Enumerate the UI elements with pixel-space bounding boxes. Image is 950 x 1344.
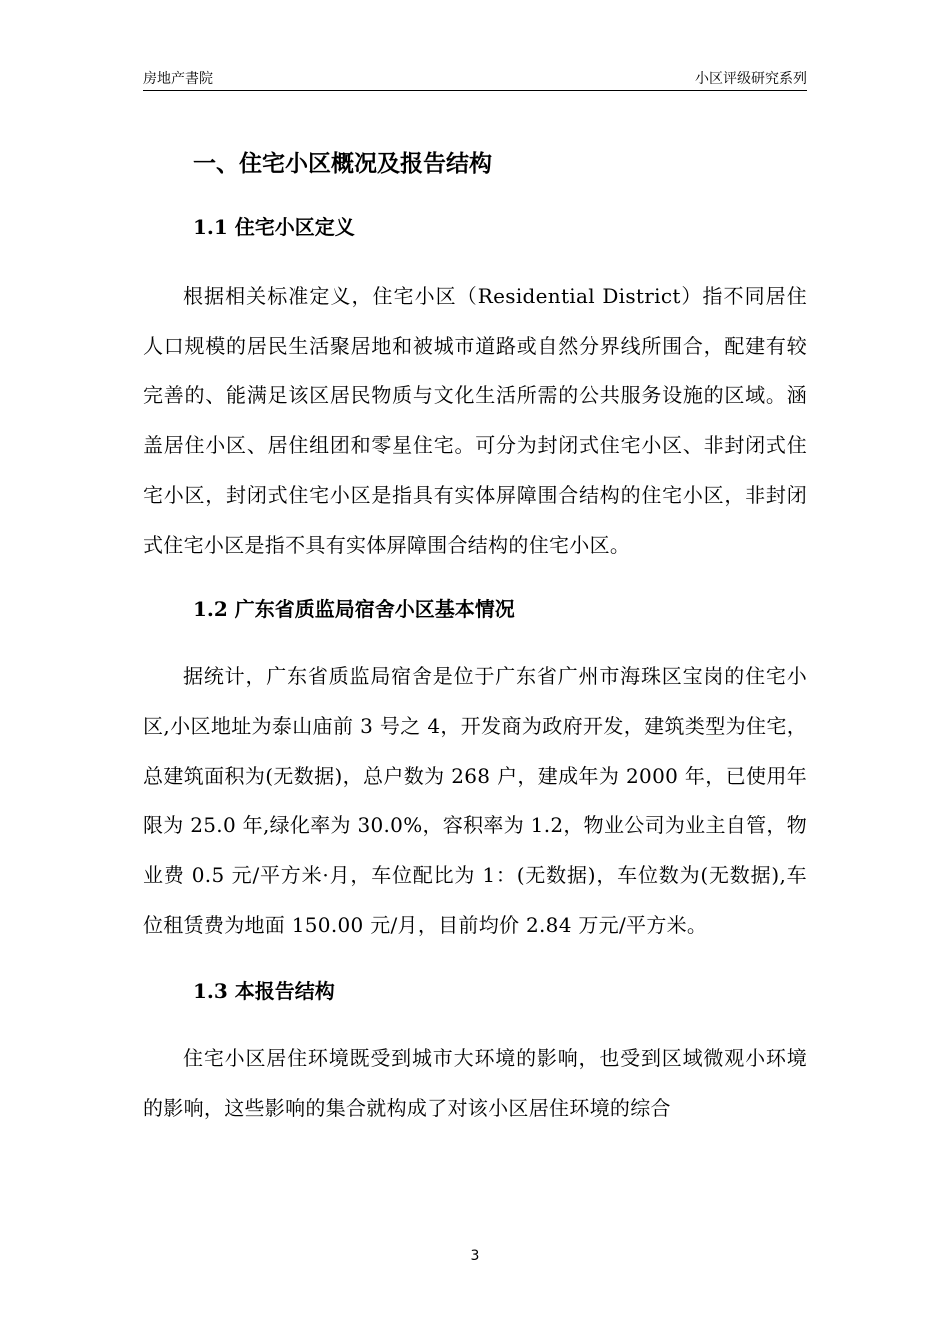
paragraph-basic-info: 据统计，广东省质监局宿舍是位于广东省广州市海珠区宝岗的住宅小区,小区地址为泰山庙前 3 号之 4，开发商为政府开发，建筑类型为住宅，总建筑面积为(无数据)，总户数为 268 户，建成年为 2000 年，已使用年限为 25.0 年,绿化率为 30.0%，容积率为 1.2，物业公司为业主自管，物业费 0.5 元/平方米·月，车位配比为 1：(无数据)，车位数为(无数据),车位租赁费为地面 150.00 元/月，目前均价 2.84 万元/平方米。 (143, 664, 807, 937)
header-left-text: 房地产書院 (143, 71, 213, 87)
subsection-heading-1-1: 1.1 住宅小区定义 (193, 215, 355, 239)
page-number: 3 (470, 1248, 480, 1264)
header-right-text: 小区评级研究系列 (695, 71, 807, 87)
page-header (143, 66, 807, 91)
paragraph-report-structure: 住宅小区居住环境既受到城市大环境的影响，也受到区域微观小环境的影响，这些影响的集合就构成了对该小区居住环境的综合 (143, 1046, 807, 1121)
document-body (143, 140, 807, 1134)
paragraph-definition: 根据相关标准定义，住宅小区（Residential District）指不同居住人口规模的居民生活聚居地和被城市道路或自然分界线所围合，配建有较完善的、能满足该区居民物质与文化生活所需的公共服务设施的区域。涵盖居住小区、居住组团和零星住宅。可分为封闭式住宅小区、非封闭式住宅小区，封闭式住宅小区是指具有实体屏障围合结构的住宅小区，非封闭式住宅小区是指不具有实体屏障围合结构的住宅小区。 (143, 284, 807, 557)
subsection-heading-1-2: 1.2 广东省质监局宿舍小区基本情况 (193, 597, 515, 622)
subsection-heading-1-3: 1.3 本报告结构 (193, 979, 335, 1004)
section-heading-1: 一、住宅小区概况及报告结构 (193, 150, 492, 177)
